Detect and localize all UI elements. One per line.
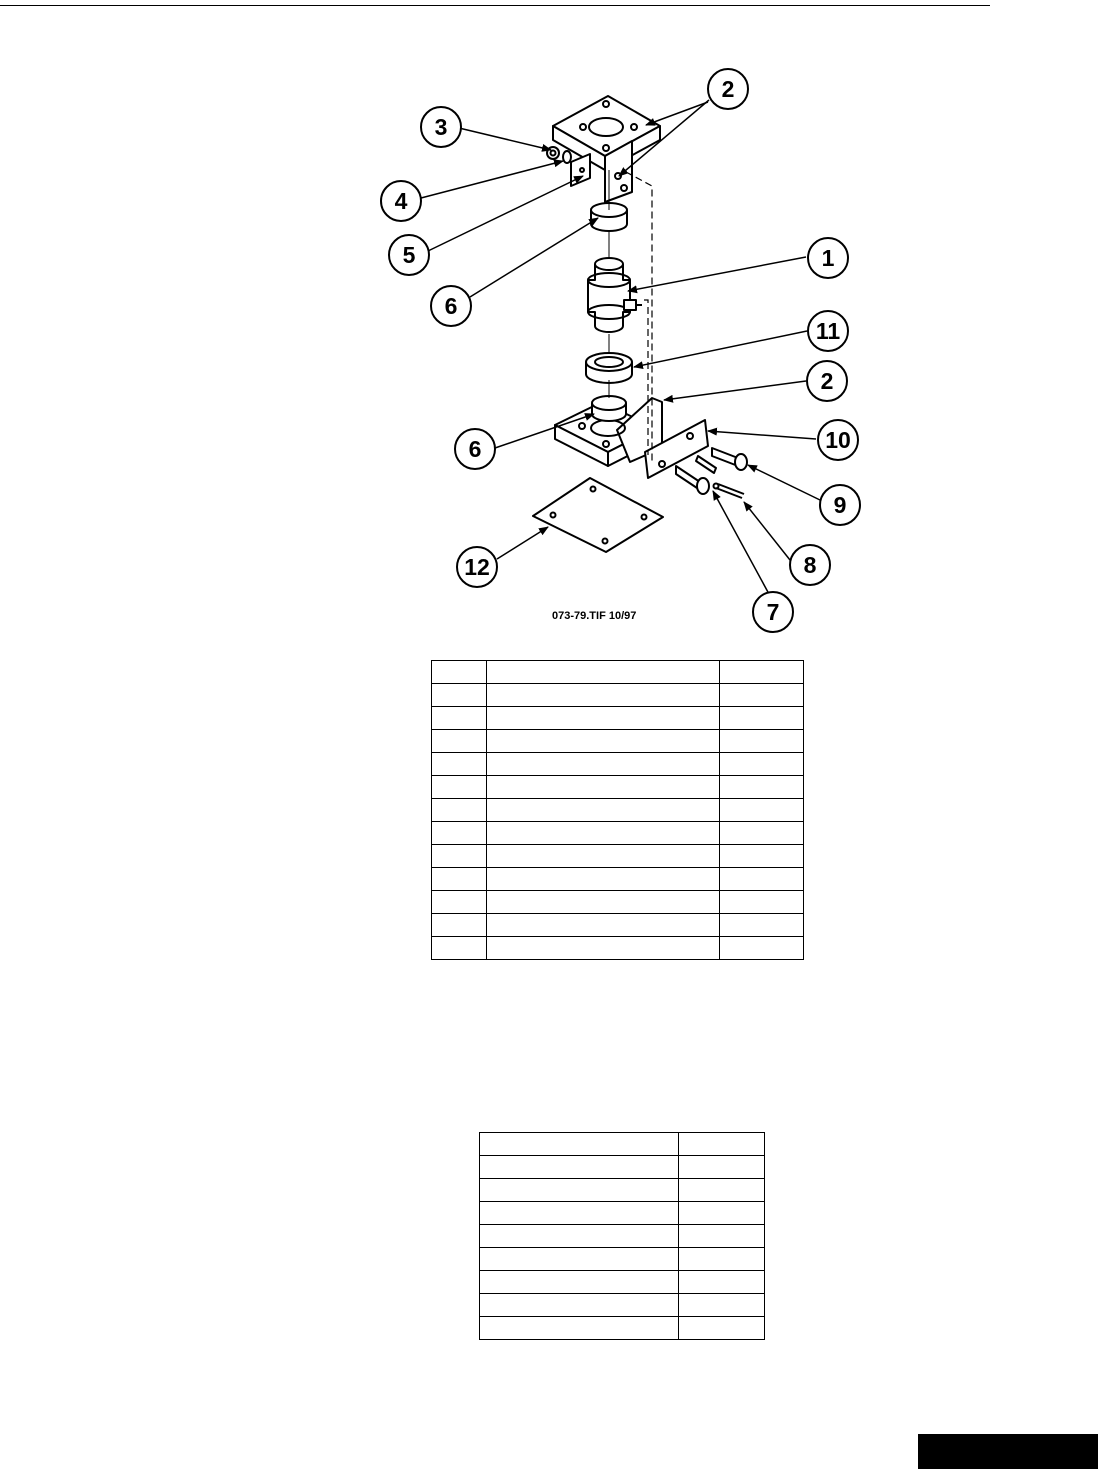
table-cell [679,1156,765,1179]
table-cell [432,891,487,914]
svg-text:11: 11 [815,318,841,344]
callout-5 [389,235,429,275]
svg-text:6: 6 [468,436,482,462]
table-row [432,730,804,753]
callout-6-lower [455,429,495,469]
load-cell [588,258,642,332]
table-cell [487,822,720,845]
table-cell [432,730,487,753]
table-row [432,799,804,822]
table-cell [720,684,804,707]
table-cell [720,799,804,822]
table-cell [432,684,487,707]
spacer-ring [586,353,632,383]
callout-1 [808,238,848,278]
callout-2-lower [807,361,847,401]
table-row [480,1179,765,1202]
table-cell [480,1317,679,1340]
table-row [480,1202,765,1225]
table-cell [432,799,487,822]
callout-2-upper [708,69,748,109]
table-row [480,1294,765,1317]
parts-list-table [431,660,804,960]
callout-6-upper [431,286,471,326]
table-cell [487,753,720,776]
table-cell [432,822,487,845]
svg-text:1: 1 [821,245,835,271]
callout-3 [421,107,461,147]
svg-text:2: 2 [820,368,834,394]
table-cell [480,1202,679,1225]
table-cell [432,937,487,960]
callout-9 [820,485,860,525]
table-cell [432,753,487,776]
table-cell [720,730,804,753]
table-row [480,1225,765,1248]
table-cell [480,1248,679,1271]
table-cell [487,661,720,684]
table-cell [432,707,487,730]
table-row [480,1156,765,1179]
table-cell [720,822,804,845]
table-cell [679,1294,765,1317]
table-cell [720,753,804,776]
exploded-view-diagram [0,0,1098,640]
table-cell [679,1202,765,1225]
table-cell [487,914,720,937]
table-cell [720,868,804,891]
table-row [480,1317,765,1340]
table-cell [720,707,804,730]
table-cell [480,1294,679,1317]
table-cell [487,730,720,753]
table-cell [679,1317,765,1340]
table-cell [480,1271,679,1294]
table-cell [432,776,487,799]
svg-text:10: 10 [825,427,851,453]
table-row [432,914,804,937]
table-cell [679,1271,765,1294]
table-cell [487,799,720,822]
table-cell [480,1179,679,1202]
callout-10 [818,420,858,460]
svg-text:8: 8 [803,552,817,578]
table-row [432,937,804,960]
svg-text:3: 3 [434,114,448,140]
svg-text:5: 5 [402,242,416,268]
table-row [432,891,804,914]
table-cell [480,1133,679,1156]
table-cell [679,1248,765,1271]
figure-caption: 073-79.TIF 10/97 [552,610,637,622]
table-cell [432,868,487,891]
page-tab [918,1434,1098,1469]
svg-text:9: 9 [833,492,847,518]
table-row [432,661,804,684]
table-cell [487,684,720,707]
svg-text:6: 6 [444,293,458,319]
table-cell [720,661,804,684]
table-cell [720,914,804,937]
table-row [480,1133,765,1156]
table-cell [432,914,487,937]
callout-7 [753,592,793,632]
table-cell [720,891,804,914]
table-row [432,753,804,776]
table-cell [487,707,720,730]
table-cell [432,845,487,868]
torque-table [479,1132,765,1340]
table-row [432,707,804,730]
table-row [432,845,804,868]
table-cell [432,661,487,684]
table-cell [720,776,804,799]
callout-4 [381,181,421,221]
callout-11 [808,311,848,351]
callout-8 [790,545,830,585]
svg-text:2: 2 [721,76,735,102]
table-row [432,868,804,891]
table-cell [487,845,720,868]
table-row [432,776,804,799]
svg-text:7: 7 [766,599,780,625]
base-pad [533,478,663,552]
table-cell [679,1133,765,1156]
table-cell [480,1156,679,1179]
table-row [480,1271,765,1294]
table-cell [679,1225,765,1248]
svg-text:4: 4 [394,188,408,214]
table-row [480,1248,765,1271]
table-cell [679,1179,765,1202]
table-cell [480,1225,679,1248]
table-row [432,684,804,707]
callout-12 [457,547,497,587]
table-cell [487,937,720,960]
table-cell [487,776,720,799]
upper-bracket [553,96,660,202]
lower-spacer-disc [592,396,626,421]
table-cell [487,868,720,891]
table-cell [720,937,804,960]
table-row [432,822,804,845]
svg-text:12: 12 [464,554,490,580]
table-cell [720,845,804,868]
table-cell [487,891,720,914]
